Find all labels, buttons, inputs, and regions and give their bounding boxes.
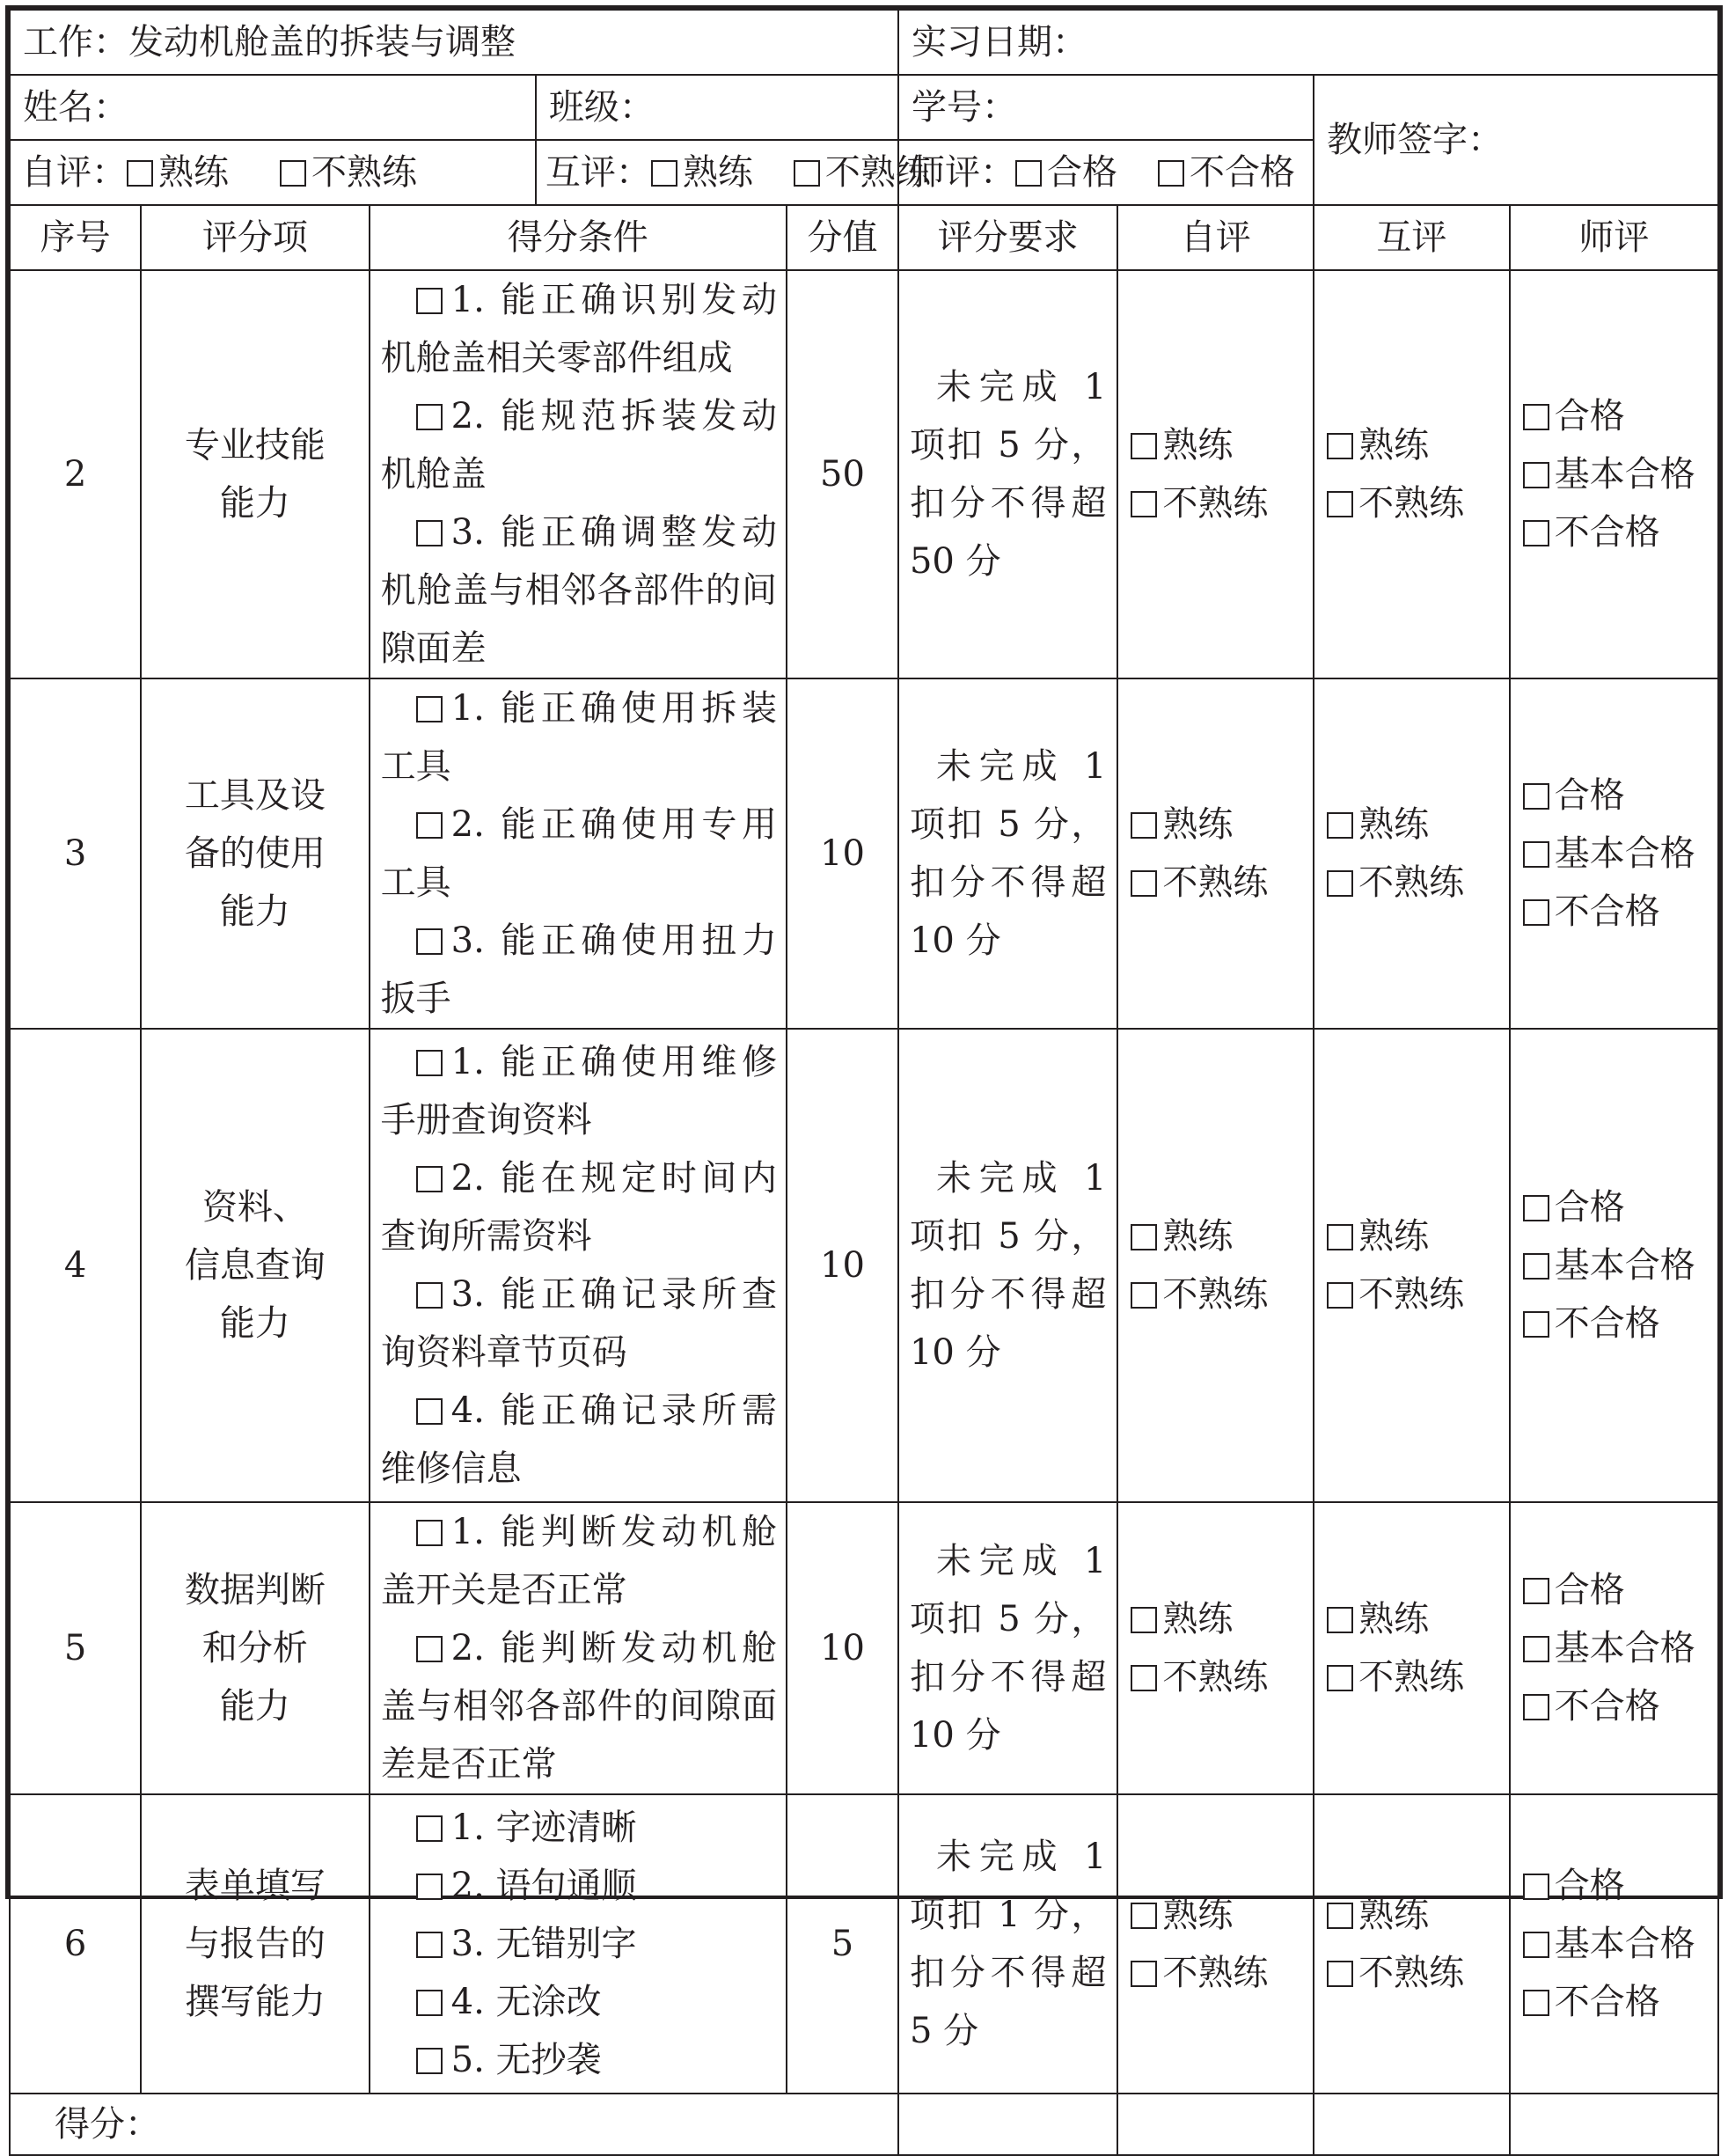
condition-item xyxy=(381,679,777,796)
option-label: 不熟练 xyxy=(1358,483,1465,524)
evaluation-option[interactable] xyxy=(1131,474,1313,532)
criteria-row xyxy=(10,678,1718,1029)
option-label: 不熟练 xyxy=(1162,1657,1269,1698)
self-evaluation-options xyxy=(1117,1502,1314,1794)
checkbox-icon[interactable] xyxy=(1523,1932,1549,1958)
column-header: 得分条件 xyxy=(370,205,787,270)
checkbox-icon[interactable] xyxy=(416,288,443,314)
condition-item xyxy=(381,912,777,1028)
evaluation-option[interactable] xyxy=(1523,1236,1717,1294)
option-label: 基本合格 xyxy=(1554,833,1695,874)
condition-item xyxy=(381,2031,777,2089)
checkbox-icon[interactable] xyxy=(416,1874,443,1900)
evaluation-option[interactable] xyxy=(1523,1619,1717,1677)
peer-eval-summary xyxy=(536,140,931,205)
condition-item xyxy=(381,503,777,678)
checkbox-icon[interactable] xyxy=(1327,1282,1353,1309)
scoring-item xyxy=(141,1794,369,2094)
condition-item xyxy=(381,1857,777,1915)
evaluation-option[interactable] xyxy=(1131,1265,1313,1324)
checkbox-icon[interactable] xyxy=(416,1282,443,1309)
score-cell-self[interactable] xyxy=(1117,2094,1314,2155)
checkbox-icon[interactable] xyxy=(416,1815,443,1842)
option-label: 熟练 xyxy=(682,152,753,193)
option-label: 合格 xyxy=(1554,1570,1625,1610)
row-number: 2 xyxy=(10,270,141,678)
row-number: 4 xyxy=(10,1029,141,1502)
checkbox-icon[interactable] xyxy=(1523,1311,1549,1338)
evaluation-option[interactable] xyxy=(1327,1944,1509,2002)
option-label: 不熟练 xyxy=(1358,862,1465,903)
evaluation-option[interactable] xyxy=(1523,883,1717,941)
scoring-item xyxy=(141,678,369,1029)
option-label: 熟练 xyxy=(1358,1599,1430,1639)
option-label: 基本合格 xyxy=(1554,1245,1695,1286)
checkbox-icon[interactable] xyxy=(416,1932,443,1958)
evaluation-option[interactable] xyxy=(1523,1973,1717,2031)
condition-text: 4. 能正确记录所需维修信息 xyxy=(380,1390,777,1489)
evaluation-option[interactable] xyxy=(1327,1886,1509,1944)
teacher-signature-field[interactable]: 教师签字： xyxy=(1314,75,1718,205)
peer-evaluation-options xyxy=(1314,270,1510,678)
score-value: 10 xyxy=(787,1029,898,1502)
header-row-task xyxy=(10,10,1718,75)
score-cell-teacher[interactable] xyxy=(1510,2094,1718,2155)
name-field[interactable]: 姓名： xyxy=(10,75,536,140)
scoring-item-line: 能力 xyxy=(219,483,290,524)
total-score-label: 得分： xyxy=(10,2094,898,2155)
condition-item xyxy=(381,796,777,912)
option-label: 基本合格 xyxy=(1554,454,1695,495)
evaluation-option[interactable] xyxy=(1523,1294,1717,1353)
scoring-item-line: 能力 xyxy=(219,1303,290,1344)
evaluation-option[interactable] xyxy=(1327,854,1509,912)
column-header: 互评 xyxy=(1314,205,1510,270)
option-label: 熟练 xyxy=(1162,1895,1234,1935)
option-label: 不合格 xyxy=(1554,891,1660,932)
teacher-evaluation-options xyxy=(1510,1502,1718,1794)
checkbox-icon[interactable] xyxy=(416,1050,443,1076)
option-label: 熟练 xyxy=(1162,1599,1234,1639)
teacher-evaluation-options xyxy=(1510,1029,1718,1502)
scoring-item-line: 撰写能力 xyxy=(184,1982,326,2022)
checkbox-icon[interactable] xyxy=(280,160,306,187)
condition-text: 3. 能正确记录所查询资料章节页码 xyxy=(380,1274,777,1373)
header-row-student xyxy=(10,75,1718,140)
checkbox-icon[interactable] xyxy=(416,2048,443,2074)
scoring-conditions xyxy=(370,1502,787,1794)
score-value: 50 xyxy=(787,270,898,678)
condition-text: 4. 无涂改 xyxy=(450,1982,602,2022)
self-evaluation-options xyxy=(1117,1794,1314,2094)
condition-text: 1. 能正确识别发动机舱盖相关零部件组成 xyxy=(380,280,777,378)
option-label: 基本合格 xyxy=(1554,1628,1695,1668)
evaluation-option[interactable] xyxy=(1523,445,1717,503)
condition-item xyxy=(381,271,777,387)
scoring-item-line: 专业技能 xyxy=(184,425,326,466)
evaluation-option[interactable] xyxy=(1327,1590,1509,1648)
condition-item xyxy=(381,1503,777,1619)
column-header: 序号 xyxy=(10,205,141,270)
checkbox-icon[interactable] xyxy=(1523,1578,1549,1604)
row-number: 5 xyxy=(10,1502,141,1794)
option-label: 不合格 xyxy=(1554,512,1660,553)
option-label: 不熟练 xyxy=(1358,1953,1465,1993)
checkbox-icon[interactable] xyxy=(1523,462,1549,488)
criteria-row xyxy=(10,1794,1718,2094)
checkbox-icon[interactable] xyxy=(416,1990,443,2016)
criteria-row xyxy=(10,1029,1718,1502)
option-label: 不合格 xyxy=(1554,1982,1660,2022)
checkbox-icon[interactable] xyxy=(1131,1665,1157,1691)
column-header: 自评 xyxy=(1117,205,1314,270)
checkbox-icon[interactable] xyxy=(1327,1665,1353,1691)
evaluation-option[interactable] xyxy=(1523,1178,1717,1236)
checkbox-icon[interactable] xyxy=(1327,1607,1353,1633)
evaluation-table xyxy=(9,9,1719,2156)
condition-text: 3. 能正确使用扭力扳手 xyxy=(380,920,777,1019)
condition-text: 2. 语句通顺 xyxy=(450,1866,637,1906)
evaluation-option[interactable] xyxy=(1327,474,1509,532)
checkbox-icon[interactable] xyxy=(1327,1961,1353,1987)
condition-text: 2. 能规范拆装发动机舱盖 xyxy=(380,396,777,495)
peer-evaluation-options xyxy=(1314,1502,1510,1794)
condition-text: 2. 能在规定时间内查询所需资料 xyxy=(380,1158,777,1257)
class-field[interactable]: 班级： xyxy=(536,75,898,140)
condition-text: 1. 能判断发动机舱盖开关是否正常 xyxy=(380,1512,777,1610)
checkbox-icon[interactable] xyxy=(1327,433,1353,459)
checkbox-icon[interactable] xyxy=(1523,520,1549,546)
peer-evaluation-options xyxy=(1314,1794,1510,2094)
condition-text: 1. 字迹清晰 xyxy=(450,1808,637,1848)
score-cell-requirement xyxy=(898,2094,1117,2155)
self-evaluation-options xyxy=(1117,1029,1314,1502)
option-label: 不熟练 xyxy=(1162,1953,1269,1993)
column-header: 评分要求 xyxy=(898,205,1117,270)
checkbox-icon[interactable] xyxy=(127,160,153,187)
condition-text: 5. 无抄袭 xyxy=(450,2040,602,2080)
option-label: 基本合格 xyxy=(1554,1924,1695,1964)
option-label: 合格 xyxy=(1046,152,1117,193)
scoring-item-line: 信息查询 xyxy=(184,1245,326,1286)
self-eval-summary xyxy=(10,140,536,205)
column-header: 师评 xyxy=(1510,205,1718,270)
option-label: 不熟练 xyxy=(824,152,931,193)
scoring-item-line: 能力 xyxy=(219,891,290,932)
option-label: 熟练 xyxy=(1358,1216,1430,1257)
requirement-text: 未完成 1 项扣 5 分，扣分不得超 10 分 xyxy=(909,1541,1107,1756)
option-label: 熟练 xyxy=(1358,1895,1430,1935)
condition-text: 3. 能正确调整发动机舱盖与相邻各部件的间隙面差 xyxy=(380,512,777,669)
scoring-item-line: 能力 xyxy=(219,1686,290,1727)
option-label: 合格 xyxy=(1554,1866,1625,1906)
checkbox-icon[interactable] xyxy=(1327,1903,1353,1929)
option-label: 熟练 xyxy=(1162,804,1234,845)
condition-item xyxy=(381,1382,777,1498)
evaluation-option[interactable] xyxy=(1327,796,1509,854)
checkbox-icon[interactable] xyxy=(1523,404,1549,430)
checkbox-icon[interactable] xyxy=(1523,1694,1549,1720)
option-label: 熟练 xyxy=(1162,425,1234,466)
scoring-item-line: 和分析 xyxy=(201,1628,308,1668)
checkbox-icon[interactable] xyxy=(1131,491,1157,517)
option-label: 熟练 xyxy=(1358,804,1430,845)
checkbox-icon[interactable] xyxy=(1327,1224,1353,1250)
option-label: 不合格 xyxy=(1554,1686,1660,1727)
evaluation-option[interactable] xyxy=(1523,503,1717,561)
checkbox-icon[interactable] xyxy=(416,1166,443,1192)
evaluation-option[interactable] xyxy=(1131,1648,1313,1706)
option-label: 熟练 xyxy=(1358,425,1430,466)
option-label: 合格 xyxy=(1554,775,1625,816)
evaluation-form xyxy=(5,5,1723,2145)
checkbox-icon[interactable] xyxy=(1523,783,1549,810)
checkbox-icon[interactable] xyxy=(416,404,443,430)
option-label: 不熟练 xyxy=(1358,1274,1465,1315)
checkbox-icon[interactable] xyxy=(1131,1607,1157,1633)
criteria-row xyxy=(10,270,1718,678)
option-label: 熟练 xyxy=(158,152,229,193)
teacher-evaluation-options xyxy=(1510,1794,1718,2094)
evaluation-option[interactable] xyxy=(1131,1944,1313,2002)
option-label: 合格 xyxy=(1554,396,1625,436)
scoring-requirement xyxy=(898,678,1117,1029)
condition-item xyxy=(381,1265,777,1382)
scoring-item-line: 与报告的 xyxy=(184,1924,326,1964)
checkbox-icon[interactable] xyxy=(1327,491,1353,517)
checkbox-icon[interactable] xyxy=(1131,870,1157,897)
checkbox-icon[interactable] xyxy=(1131,812,1157,839)
option-label: 不熟练 xyxy=(1162,1274,1269,1315)
evaluation-option[interactable] xyxy=(1523,1915,1717,1973)
checkbox-icon[interactable] xyxy=(1015,160,1042,187)
checkbox-icon[interactable] xyxy=(1327,812,1353,839)
checkbox-icon[interactable] xyxy=(1131,433,1157,459)
peer-eval-label: 互评： xyxy=(545,152,651,193)
evaluation-option[interactable] xyxy=(1523,1857,1717,1915)
evaluation-option[interactable] xyxy=(1327,1265,1509,1324)
scoring-item-line: 资料、 xyxy=(201,1187,308,1228)
condition-item xyxy=(381,1033,777,1149)
requirement-text: 未完成 1 项扣 1 分，扣分不得超 5 分 xyxy=(909,1837,1107,2051)
condition-item xyxy=(381,1619,777,1793)
scoring-requirement xyxy=(898,1502,1117,1794)
evaluation-option[interactable] xyxy=(1523,825,1717,883)
evaluation-option[interactable] xyxy=(1131,854,1313,912)
condition-item xyxy=(381,1973,777,2031)
checkbox-icon[interactable] xyxy=(416,1398,443,1425)
evaluation-option[interactable] xyxy=(1523,1677,1717,1735)
evaluation-option[interactable] xyxy=(1131,796,1313,854)
condition-item xyxy=(381,1799,777,1857)
checkbox-icon[interactable] xyxy=(416,928,443,955)
scoring-item xyxy=(141,1029,369,1502)
teacher-evaluation-options xyxy=(1510,678,1718,1029)
checkbox-icon[interactable] xyxy=(1523,1253,1549,1280)
criteria-row xyxy=(10,1502,1718,1794)
condition-text: 2. 能正确使用专用工具 xyxy=(380,804,777,903)
row-number: 6 xyxy=(10,1794,141,2094)
score-value: 10 xyxy=(787,1502,898,1794)
option-label: 不熟练 xyxy=(1162,483,1269,524)
scoring-conditions xyxy=(370,678,787,1029)
option-label: 不熟练 xyxy=(1162,862,1269,903)
teacher-evaluation-options xyxy=(1510,270,1718,678)
evaluation-option[interactable] xyxy=(1523,1561,1717,1619)
scoring-conditions xyxy=(370,270,787,678)
condition-text: 1. 能正确使用拆装工具 xyxy=(380,688,777,787)
evaluation-option[interactable] xyxy=(1131,416,1313,474)
checkbox-icon[interactable] xyxy=(1523,841,1549,868)
evaluation-option[interactable] xyxy=(1523,387,1717,445)
column-header: 分值 xyxy=(787,205,898,270)
scoring-conditions xyxy=(370,1794,787,2094)
teacher-eval-label: 师评： xyxy=(909,152,1015,193)
scoring-requirement xyxy=(898,270,1117,678)
peer-evaluation-options xyxy=(1314,1029,1510,1502)
condition-text: 1. 能正确使用维修手册查询资料 xyxy=(380,1042,777,1140)
score-value: 10 xyxy=(787,678,898,1029)
checkbox-icon[interactable] xyxy=(1131,1282,1157,1309)
peer-evaluation-options xyxy=(1314,678,1510,1029)
checkbox-icon[interactable] xyxy=(1131,1961,1157,1987)
checkbox-icon[interactable] xyxy=(1523,1990,1549,2016)
evaluation-option[interactable] xyxy=(1131,1886,1313,1944)
option-label: 熟练 xyxy=(1162,1216,1234,1257)
evaluation-option[interactable] xyxy=(1327,1648,1509,1706)
student-id-field[interactable]: 学号： xyxy=(898,75,1314,140)
condition-item xyxy=(381,387,777,503)
scoring-item xyxy=(141,1502,369,1794)
requirement-text: 未完成 1 项扣 5 分，扣分不得超 10 分 xyxy=(909,746,1107,961)
scoring-conditions xyxy=(370,1029,787,1502)
scoring-item-line: 工具及设 xyxy=(184,775,326,816)
evaluation-option[interactable] xyxy=(1327,1207,1509,1265)
score-cell-peer[interactable] xyxy=(1314,2094,1510,2155)
evaluation-option[interactable] xyxy=(1327,416,1509,474)
requirement-text: 未完成 1 项扣 5 分，扣分不得超 50 分 xyxy=(909,367,1107,582)
checkbox-icon[interactable] xyxy=(416,520,443,546)
scoring-item xyxy=(141,270,369,678)
checkbox-icon[interactable] xyxy=(651,160,677,187)
option-label: 不合格 xyxy=(1554,1303,1660,1344)
option-label: 合格 xyxy=(1554,1187,1625,1228)
scoring-requirement xyxy=(898,1029,1117,1502)
practice-date-field[interactable]: 实习日期： xyxy=(898,10,1718,75)
self-evaluation-options xyxy=(1117,678,1314,1029)
checkbox-icon[interactable] xyxy=(1131,1224,1157,1250)
checkbox-icon[interactable] xyxy=(1523,899,1549,926)
checkbox-icon[interactable] xyxy=(1131,1903,1157,1929)
requirement-text: 未完成 1 项扣 5 分，扣分不得超 10 分 xyxy=(909,1158,1107,1373)
evaluation-option[interactable] xyxy=(1523,766,1717,825)
checkbox-icon[interactable] xyxy=(1327,870,1353,897)
score-row xyxy=(10,2094,1718,2155)
column-header-row xyxy=(10,205,1718,270)
condition-item xyxy=(381,1149,777,1265)
option-label: 不熟练 xyxy=(311,152,417,193)
checkbox-icon[interactable] xyxy=(1523,1195,1549,1221)
evaluation-option[interactable] xyxy=(1131,1207,1313,1265)
row-number: 3 xyxy=(10,678,141,1029)
scoring-requirement xyxy=(898,1794,1117,2094)
teacher-eval-summary xyxy=(898,140,1314,205)
checkbox-icon[interactable] xyxy=(1158,160,1184,187)
condition-text: 2. 能判断发动机舱盖与相邻各部件的间隙面差是否正常 xyxy=(380,1628,777,1785)
checkbox-icon[interactable] xyxy=(1523,1636,1549,1662)
self-eval-label: 自评： xyxy=(21,152,127,193)
scoring-item-line: 数据判断 xyxy=(184,1570,326,1610)
option-label: 不熟练 xyxy=(1358,1657,1465,1698)
checkbox-icon[interactable] xyxy=(416,812,443,839)
checkbox-icon[interactable] xyxy=(416,696,443,722)
column-header: 评分项 xyxy=(141,205,369,270)
checkbox-icon[interactable] xyxy=(416,1520,443,1546)
scoring-item-line: 表单填写 xyxy=(184,1866,326,1906)
checkbox-icon[interactable] xyxy=(794,160,820,187)
condition-text: 3. 无错别字 xyxy=(450,1924,637,1964)
checkbox-icon[interactable] xyxy=(1523,1874,1549,1900)
option-label: 不合格 xyxy=(1189,152,1295,193)
scoring-item-line: 备的使用 xyxy=(184,833,326,874)
score-value: 5 xyxy=(787,1794,898,2094)
task-title: 工作：发动机舱盖的拆装与调整 xyxy=(10,10,898,75)
evaluation-option[interactable] xyxy=(1131,1590,1313,1648)
condition-item xyxy=(381,1915,777,1973)
self-evaluation-options xyxy=(1117,270,1314,678)
checkbox-icon[interactable] xyxy=(416,1636,443,1662)
